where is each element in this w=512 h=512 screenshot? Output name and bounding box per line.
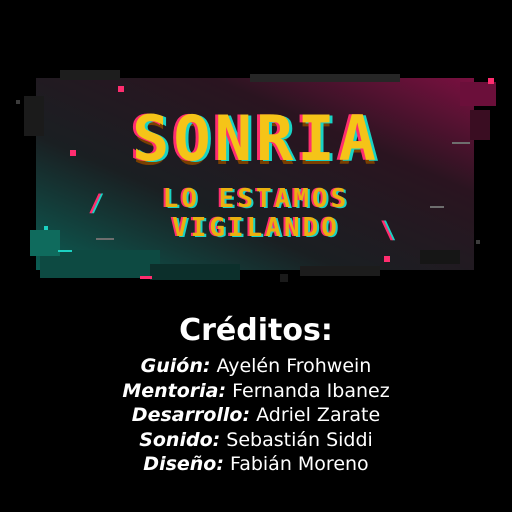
credit-role: Diseño:	[143, 453, 224, 475]
credit-name: Adriel Zarate	[256, 404, 381, 426]
credit-name: Sebastián Siddi	[226, 428, 373, 451]
credit-name: Fernanda Ibanez	[232, 379, 390, 402]
game-subtitle-line1: LO ESTAMOS	[162, 184, 350, 214]
credit-line-sound	[0, 428, 512, 453]
credit-line-mentoring	[0, 379, 512, 404]
credits-heading: Créditos:	[179, 313, 333, 348]
decorative-slash-left: /	[88, 189, 103, 217]
game-title: SONRIA	[132, 102, 380, 175]
credit-name: Fabián Moreno	[230, 453, 369, 475]
credit-role: Mentoria:	[122, 379, 227, 402]
credit-line-design	[0, 452, 512, 477]
credit-line-development	[0, 403, 512, 428]
credit-role: Sonido:	[139, 428, 221, 451]
credit-role: Desarrollo:	[131, 404, 251, 426]
credit-role: Guión:	[140, 355, 211, 377]
decorative-slash-right: \	[380, 216, 395, 244]
credit-line-script	[0, 354, 512, 379]
game-subtitle-line2: VIGILANDO	[172, 213, 340, 243]
credits-section	[0, 312, 512, 477]
credit-name: Ayelén Frohwein	[216, 355, 372, 377]
